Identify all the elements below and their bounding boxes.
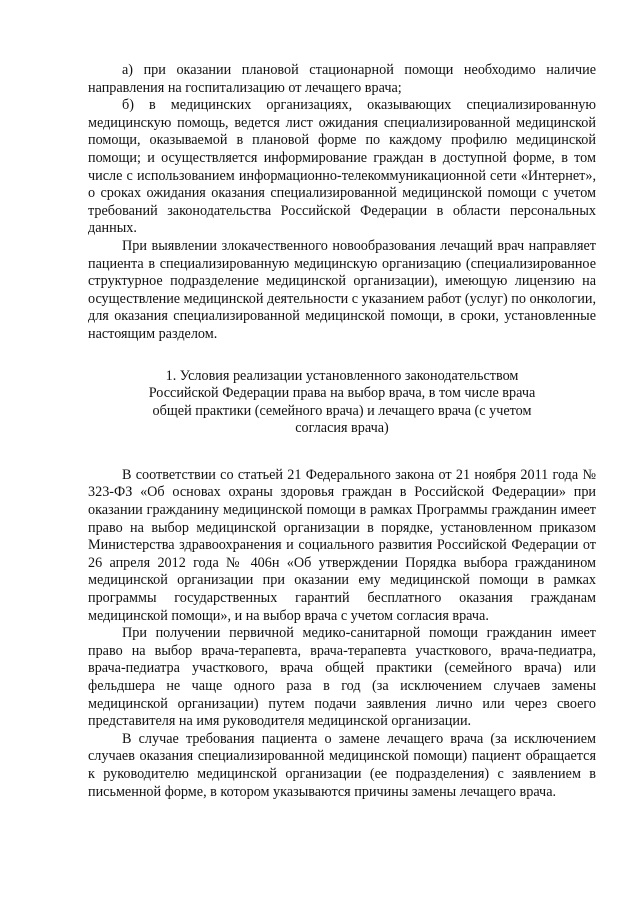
section-heading-line-3: общей практики (семейного врача) и лечащего врача (с учетом (152, 402, 532, 419)
section-heading (128, 368, 556, 438)
section-heading-line-4: согласия врача) (295, 420, 389, 437)
paragraph-primary-care-choice: При получении первичной медико-санитарной помощи гражданин имеет право на выбор врача-терапевта, врача-терапевта участкового, врача-педиатра, врача-педиатра участкового, врача общей практики (семейного врача) или фельдшера не чаще одного раза в год (за исключением случаев замены медицинской организации) путем подачи заявления лично или через своего представителя на имя руководителя медицинской организации. (88, 625, 596, 730)
section-heading-line-2: Российской Федерации права на выбор врача, в том числе врача (148, 385, 536, 402)
paragraph-b: б) в медицинских организациях, оказывающих специализированную медицинскую помощь, ведется лист ожидания специализированной медицинской помощи, оказываемой в плановой форме по каждому профилю медицинской помощи; и осуществляется информирование граждан в доступной форме, в том числе с использованием информационно-телекоммуникационной сети «Интернет», о сроках ожидания оказания специализированной медицинской помощи с учетом требований законодательства Российской Федерации в области персональных данных. (88, 97, 596, 237)
paragraph-oncology-referral: При выявлении злокачественного новообразования лечащий врач направляет пациента в специализированную медицинскую организацию (специализированное структурное подразделение медицинской организации), имеющую лицензию на осуществление медицинской деятельности с указанием работ (услуг) по онкологии, для оказания специализированной медицинской помощи, в сроки, установленные настоящим разделом. (88, 237, 596, 342)
paragraph-doctor-replacement: В случае требования пациента о замене лечащего врача (за исключением случаев оказания специализированной медицинской помощи) пациент обращается к руководителю медицинской организации (ее подразделения) с заявлением в письменной форме, в котором указываются причины замены лечащего врача. (88, 730, 596, 800)
paragraph-right-to-choose: В соответствии со статьей 21 Федерального закона от 21 ноября 2011 года № 323-ФЗ «Об основах охраны здоровья граждан в Российской Федерации» при оказании гражданину медицинской помощи в рамках Программы гражданин имеет право на выбор медицинской организации в порядке, установленном приказом Министерства здравоохранения и социального развития Российской Федерации от 26 апреля 2012 года № 406н «Об утверждении Порядка выбора гражданином медицинской организации при оказании ему медицинской помощи в рамках программы государственных гарантий бесплатного оказания гражданам медицинской помощи», и на выбор врача с учетом согласия врача. (88, 466, 596, 624)
paragraph-a: а) при оказании плановой стационарной помощи необходимо наличие направления на госпитализацию от лечащего врача; (88, 62, 596, 96)
document-page (88, 62, 596, 801)
section-heading-line-1: 1. Условия реализации установленного законодательством (165, 367, 519, 384)
